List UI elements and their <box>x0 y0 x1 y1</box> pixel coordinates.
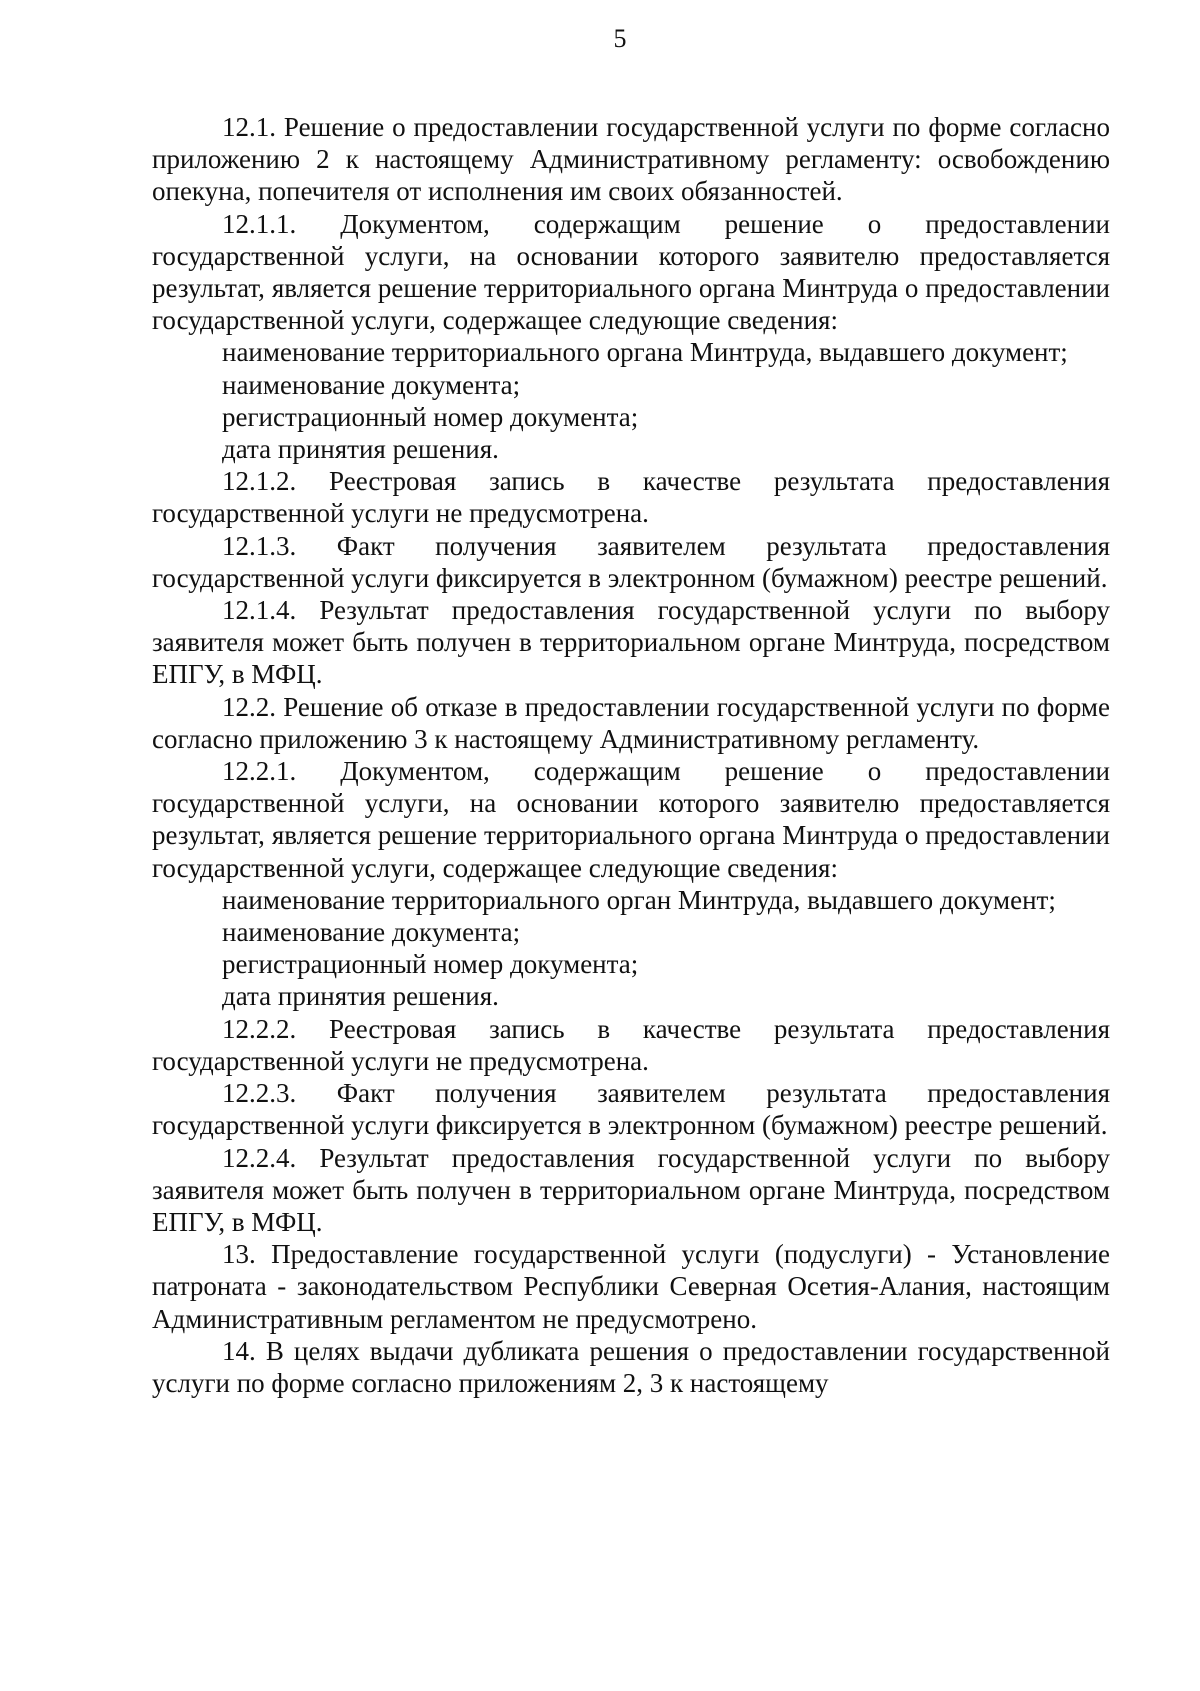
page-number: 5 <box>613 24 627 53</box>
paragraph-12-1-1: 12.1.1. Документом, содержащим решение о предоставлении государственной услуги, на основании которого заявителю предоставляется результат, является решение территориального органа Минтруда о предоставлении государственной услуги, содержащее следующие сведения: <box>152 208 1110 336</box>
paragraph-12-1-3: 12.1.3. Факт получения заявителем результата предоставления государственной услуги фиксируется в электронном (бумажном) реестре решений. <box>152 530 1110 593</box>
paragraph-12-2-4: 12.2.4. Результат предоставления государственной услуги по выбору заявителя может быть получен в территориальном органе Минтруда, посредством ЕПГУ, в МФЦ. <box>152 1142 1110 1237</box>
paragraph-13: 13. Предоставление государственной услуги (подуслуги) - Установление патроната - законодательством Республики Северная Осетия-Алания, настоящим Административным регламентом не предусмотрено. <box>152 1239 1110 1334</box>
list-item-registration-number-2: регистрационный номер документа; <box>222 949 639 980</box>
list-item-decision-date-2: дата принятия решения. <box>222 981 499 1012</box>
list-item-authority-name: наименование территориального органа Минтруда, выдавшего документ; <box>222 337 1068 368</box>
paragraph-12-1-4: 12.1.4. Результат предоставления государственной услуги по выбору заявителя может быть получен в территориальном органе Минтруда, посредством ЕПГУ, в МФЦ. <box>152 595 1110 690</box>
paragraph-12-2: 12.2. Решение об отказе в предоставлении государственной услуги по форме согласно приложению 3 к настоящему Административному регламенту. <box>152 691 1110 754</box>
paragraph-12-2-3: 12.2.3. Факт получения заявителем результата предоставления государственной услуги фиксируется в электронном (бумажном) реестре решений. <box>152 1078 1110 1141</box>
paragraph-14: 14. В целях выдачи дубликата решения о предоставлении государственной услуги по форме согласно приложениям 2, 3 к настоящему <box>152 1335 1110 1398</box>
paragraph-12-2-1: 12.2.1. Документом, содержащим решение о предоставлении государственной услуги, на основании которого заявителю предоставляется результат, является решение территориального органа Минтруда о предоставлении государственной услуги, содержащее следующие сведения: <box>152 756 1110 883</box>
list-item-document-name-2: наименование документа; <box>222 917 521 948</box>
paragraph-12-2-2: 12.2.2. Реестровая запись в качестве результата предоставления государственной услуги не предусмотрена. <box>152 1013 1110 1076</box>
list-item-registration-number: регистрационный номер документа; <box>222 401 639 432</box>
paragraph-12-1-2: 12.1.2. Реестровая запись в качестве результата предоставления государственной услуги не предусмотрена. <box>152 466 1110 529</box>
document-body <box>152 111 1110 1399</box>
paragraph-12-1: 12.1. Решение о предоставлении государственной услуги по форме согласно приложению 2 к настоящему Административному регламенту: освобождению опекуна, попечителя от исполнения им своих обязанностей. <box>152 112 1110 207</box>
list-item-authority-name-2: наименование территориального орган Минтруда, выдавшего документ; <box>222 884 1056 915</box>
list-item-decision-date: дата принятия решения. <box>222 434 499 465</box>
list-item-document-name: наименование документа; <box>222 369 521 400</box>
